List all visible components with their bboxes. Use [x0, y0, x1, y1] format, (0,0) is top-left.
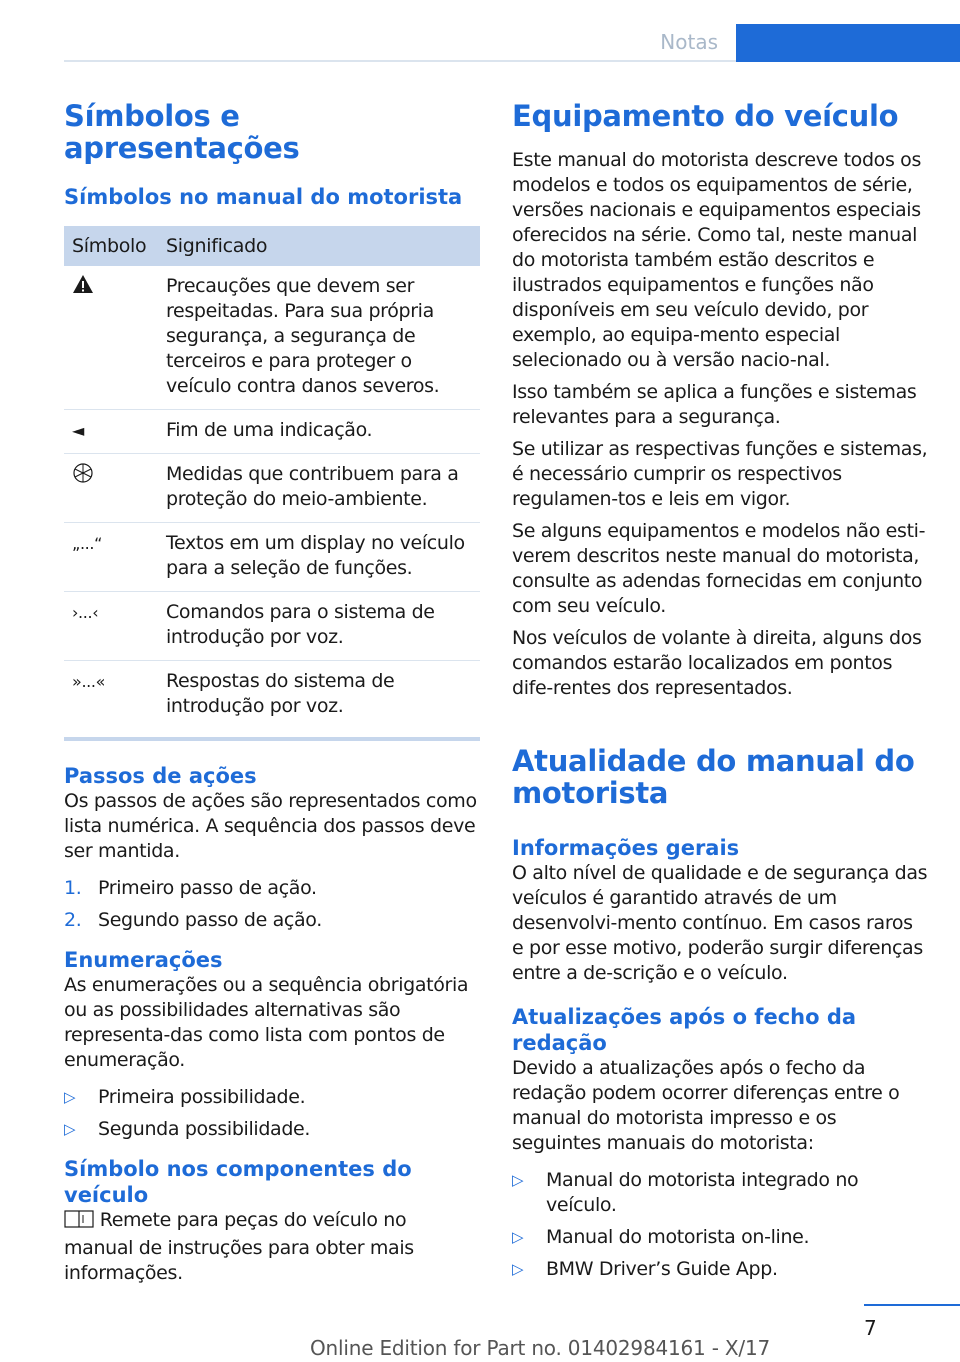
- symbol-cell: [64, 454, 158, 523]
- bullet-triangle-icon: ▷: [512, 1171, 524, 1189]
- step-number: 2.: [64, 909, 82, 931]
- heading-updates: Atualizações após o fecho da redação: [512, 1005, 857, 1055]
- list-item: [64, 1085, 480, 1110]
- edition-text: Online Edition for Part no. 01402984161 - X/17: [310, 1336, 770, 1360]
- steps-list: [64, 876, 480, 933]
- list-item: [64, 876, 480, 901]
- enumerations-text: As enumerações ou a sequência obrigatória ou as possibilidades alternativas são representa-das como lista com pontos de enumeração.: [64, 974, 469, 1071]
- column-header-meaning: Significado: [166, 235, 268, 257]
- left-column: [64, 100, 480, 1286]
- general-info-text: O alto nível de qualidade e de segurança das veículos é garantido através de um desenvolvi-mento contínuo. Em casos raros e por esse motivo, poderão surgir diferenças entre a de-scrição e o veículo.: [512, 862, 928, 984]
- updates-text: Devido a atualizações após o fecho da redação podem ocorrer diferenças entre o manual do motorista impresso e os seguintes manuais do motorista:: [512, 1057, 900, 1154]
- meaning-cell: Medidas que contribuem para a proteção do meio-ambiente.: [158, 454, 480, 523]
- table-header-row: [64, 226, 480, 266]
- list-item-text: Segunda possibilidade.: [98, 1118, 311, 1140]
- step-number: 1.: [64, 877, 82, 899]
- paragraph: Este manual do motorista descreve todos os modelos e todos os equipamentos de série, versões nacionais e equipamentos especiais oferecidos na série. Como tal, neste manual do motorista também estão descritos e ilustrados equipamentos e funções não disponíveis em seu veículo devido, por exemplo, ao equipa-mento especial selecionado ou à versão nacio-nal.: [512, 149, 922, 371]
- section-tab: [736, 24, 960, 62]
- list-item-text: Manual do motorista on-line.: [546, 1226, 810, 1248]
- list-item-text: BMW Driver’s Guide App.: [546, 1258, 778, 1280]
- table-row: [64, 454, 480, 523]
- heading-component-symbol: Símbolo nos componentes do veículo: [64, 1157, 412, 1207]
- table-row: [64, 661, 480, 740]
- list-item-text: Primeira possibilidade.: [98, 1086, 306, 1108]
- book-icon: [64, 1209, 94, 1236]
- list-item-text: Manual do motorista integrado no veículo.: [546, 1169, 859, 1216]
- table-row: [64, 592, 480, 661]
- bullet-triangle-icon: ▷: [64, 1088, 76, 1106]
- component-symbol-desc: Remete para peças do veículo no manual de instruções para obter mais informações.: [64, 1209, 414, 1284]
- paragraph: Nos veículos de volante à direita, alguns dos comandos estarão localizados em pontos dife-rentes dos representados.: [512, 627, 922, 699]
- heading-enumerations: Enumerações: [64, 948, 223, 972]
- symbol-cell: »...«: [64, 661, 158, 740]
- table-row: [64, 266, 480, 410]
- paragraph: Se utilizar as respectivas funções e sistemas, é necessário cumprir os respectivos regulamen-tos e leis em vigor.: [512, 438, 928, 510]
- list-item: [512, 1225, 928, 1250]
- component-symbol-text: [64, 1208, 480, 1286]
- paragraph: Isso também se aplica a funções e sistemas relevantes para a segurança.: [512, 381, 917, 428]
- bullet-triangle-icon: ▷: [64, 1120, 76, 1138]
- right-column: [512, 100, 928, 1289]
- list-item: [512, 1257, 928, 1282]
- bullet-triangle-icon: ▷: [512, 1260, 524, 1278]
- heading-vehicle-equipment: Equipamento do veículo: [512, 99, 899, 133]
- meaning-cell: Textos em um display no veículo para a seleção de funções.: [158, 523, 480, 592]
- table-row: [64, 410, 480, 454]
- meaning-cell: Fim de uma indicação.: [158, 410, 480, 454]
- list-item: [64, 1117, 480, 1142]
- heading-manual-currency: Atualidade do manual do motorista: [512, 744, 915, 810]
- meaning-cell: Comandos para o sistema de introdução por voz.: [158, 592, 480, 661]
- symbol-cell: [64, 266, 158, 410]
- page-number: 7: [864, 1316, 877, 1340]
- list-item: [64, 908, 480, 933]
- section-title: Notas: [660, 30, 718, 54]
- paragraph: Se alguns equipamentos e modelos não esti-verem descritos neste manual do motorista, consulte as adendas fornecidas em conjunto com seu veículo.: [512, 520, 926, 617]
- symbol-cell: ◄: [64, 410, 158, 454]
- table-row: [64, 523, 480, 592]
- page-title: Símbolos e apresentações: [64, 99, 300, 165]
- footer-rule: [864, 1304, 960, 1306]
- heading-general-info: Informações gerais: [512, 836, 740, 860]
- symbol-cell: „...“: [64, 523, 158, 592]
- symbols-table: [64, 226, 480, 741]
- steps-text: Os passos de ações são representados como lista numérica. A sequência dos passos deve ser mantida.: [64, 790, 477, 862]
- step-text: Segundo passo de ação.: [98, 909, 322, 931]
- heading-steps: Passos de ações: [64, 764, 257, 788]
- subheading-symbols: Símbolos no manual do motorista: [64, 185, 463, 209]
- meaning-cell: Respostas do sistema de introdução por voz.: [158, 661, 480, 740]
- updates-list: [512, 1168, 928, 1282]
- list-item: [512, 1168, 928, 1218]
- bullet-triangle-icon: ▷: [512, 1228, 524, 1246]
- column-header-symbol: Símbolo: [72, 235, 147, 257]
- step-text: Primeiro passo de ação.: [98, 877, 317, 899]
- enumerations-list: [64, 1085, 480, 1142]
- environment-icon: [72, 469, 94, 488]
- meaning-cell: Precauções que devem ser respeitadas. Para sua própria segurança, a segurança de terceiros e para proteger o veículo contra danos severos.: [158, 266, 480, 410]
- warning-triangle-icon: [72, 279, 94, 298]
- symbol-cell: ›...‹: [64, 592, 158, 661]
